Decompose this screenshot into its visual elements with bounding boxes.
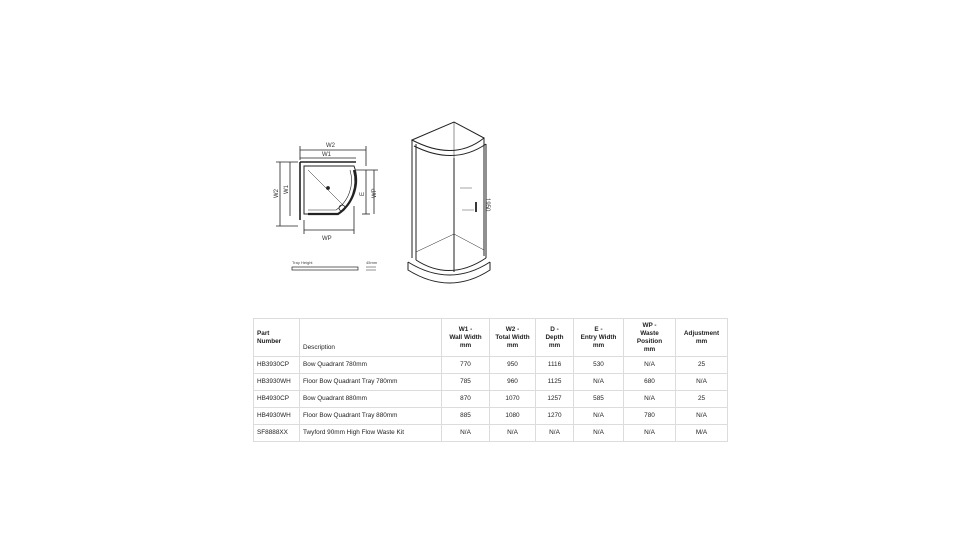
header-w1: W1 - Wall Width mm bbox=[442, 319, 490, 357]
cell-w2: 960 bbox=[490, 374, 536, 391]
cell-description: Bow Quadrant 780mm bbox=[300, 357, 442, 374]
tray-height-value: 45mm bbox=[366, 260, 378, 265]
e-label: E bbox=[360, 191, 366, 196]
table-row bbox=[254, 408, 728, 425]
w2-left-label: W2 bbox=[274, 189, 280, 198]
cell-w1: 770 bbox=[442, 357, 490, 374]
cell-adjustment: N/A bbox=[676, 374, 728, 391]
specification-table bbox=[253, 318, 728, 442]
table-row bbox=[254, 374, 728, 391]
cell-depth: N/A bbox=[536, 425, 574, 442]
header-waste-position: WP - Waste Position mm bbox=[624, 319, 676, 357]
cell-part-number: HB4930CP bbox=[254, 391, 300, 408]
tray-height-label: Tray Height bbox=[292, 260, 313, 265]
cell-part-number: HB4930WH bbox=[254, 408, 300, 425]
cell-waste-position: N/A bbox=[624, 357, 676, 374]
header-adjustment: Adjustment mm bbox=[676, 319, 728, 357]
cell-description: Twyford 90mm High Flow Waste Kit bbox=[300, 425, 442, 442]
cell-w2: 950 bbox=[490, 357, 536, 374]
plan-view-drawing bbox=[268, 130, 388, 280]
w1-left-label: W1 bbox=[284, 185, 290, 194]
w1-top-label: W1 bbox=[322, 152, 331, 158]
cell-w1: 785 bbox=[442, 374, 490, 391]
wp-bottom-label: WP bbox=[322, 236, 332, 242]
header-depth: D - Depth mm bbox=[536, 319, 574, 357]
cell-adjustment: 25 bbox=[676, 357, 728, 374]
table-row bbox=[254, 357, 728, 374]
table-header-row bbox=[254, 319, 728, 357]
cell-w1: 885 bbox=[442, 408, 490, 425]
cell-entry-width: N/A bbox=[574, 374, 624, 391]
cell-waste-position: N/A bbox=[624, 391, 676, 408]
header-entry-width: E - Entry Width mm bbox=[574, 319, 624, 357]
header-w2: W2 - Total Width mm bbox=[490, 319, 536, 357]
cell-description: Bow Quadrant 880mm bbox=[300, 391, 442, 408]
cell-entry-width: 585 bbox=[574, 391, 624, 408]
cell-entry-width: N/A bbox=[574, 425, 624, 442]
cell-w1: 870 bbox=[442, 391, 490, 408]
cell-entry-width: 530 bbox=[574, 357, 624, 374]
cell-entry-width: N/A bbox=[574, 408, 624, 425]
cell-part-number: SF8888XX bbox=[254, 425, 300, 442]
cubicle-3d-drawing bbox=[398, 112, 508, 292]
cell-depth: 1270 bbox=[536, 408, 574, 425]
height-label: 1950 bbox=[484, 198, 490, 212]
table-row bbox=[254, 391, 728, 408]
cell-w2: 1080 bbox=[490, 408, 536, 425]
cell-part-number: HB3930CP bbox=[254, 357, 300, 374]
cell-w1: N/A bbox=[442, 425, 490, 442]
cell-description: Floor Bow Quadrant Tray 880mm bbox=[300, 408, 442, 425]
cell-adjustment: M/A bbox=[676, 425, 728, 442]
cell-depth: 1257 bbox=[536, 391, 574, 408]
cell-w2: N/A bbox=[490, 425, 536, 442]
cell-adjustment: 25 bbox=[676, 391, 728, 408]
cell-w2: 1070 bbox=[490, 391, 536, 408]
cell-depth: 1116 bbox=[536, 357, 574, 374]
cell-waste-position: N/A bbox=[624, 425, 676, 442]
cell-part-number: HB3930WH bbox=[254, 374, 300, 391]
cell-depth: 1125 bbox=[536, 374, 574, 391]
header-description: Description bbox=[300, 319, 442, 357]
cell-waste-position: 680 bbox=[624, 374, 676, 391]
table-row bbox=[254, 425, 728, 442]
cell-waste-position: 780 bbox=[624, 408, 676, 425]
header-part-number: Part Number bbox=[254, 319, 300, 357]
cell-adjustment: N/A bbox=[676, 408, 728, 425]
w2-top-label: W2 bbox=[326, 143, 335, 149]
cell-description: Floor Bow Quadrant Tray 780mm bbox=[300, 374, 442, 391]
wp-right-label: WP bbox=[372, 188, 378, 198]
